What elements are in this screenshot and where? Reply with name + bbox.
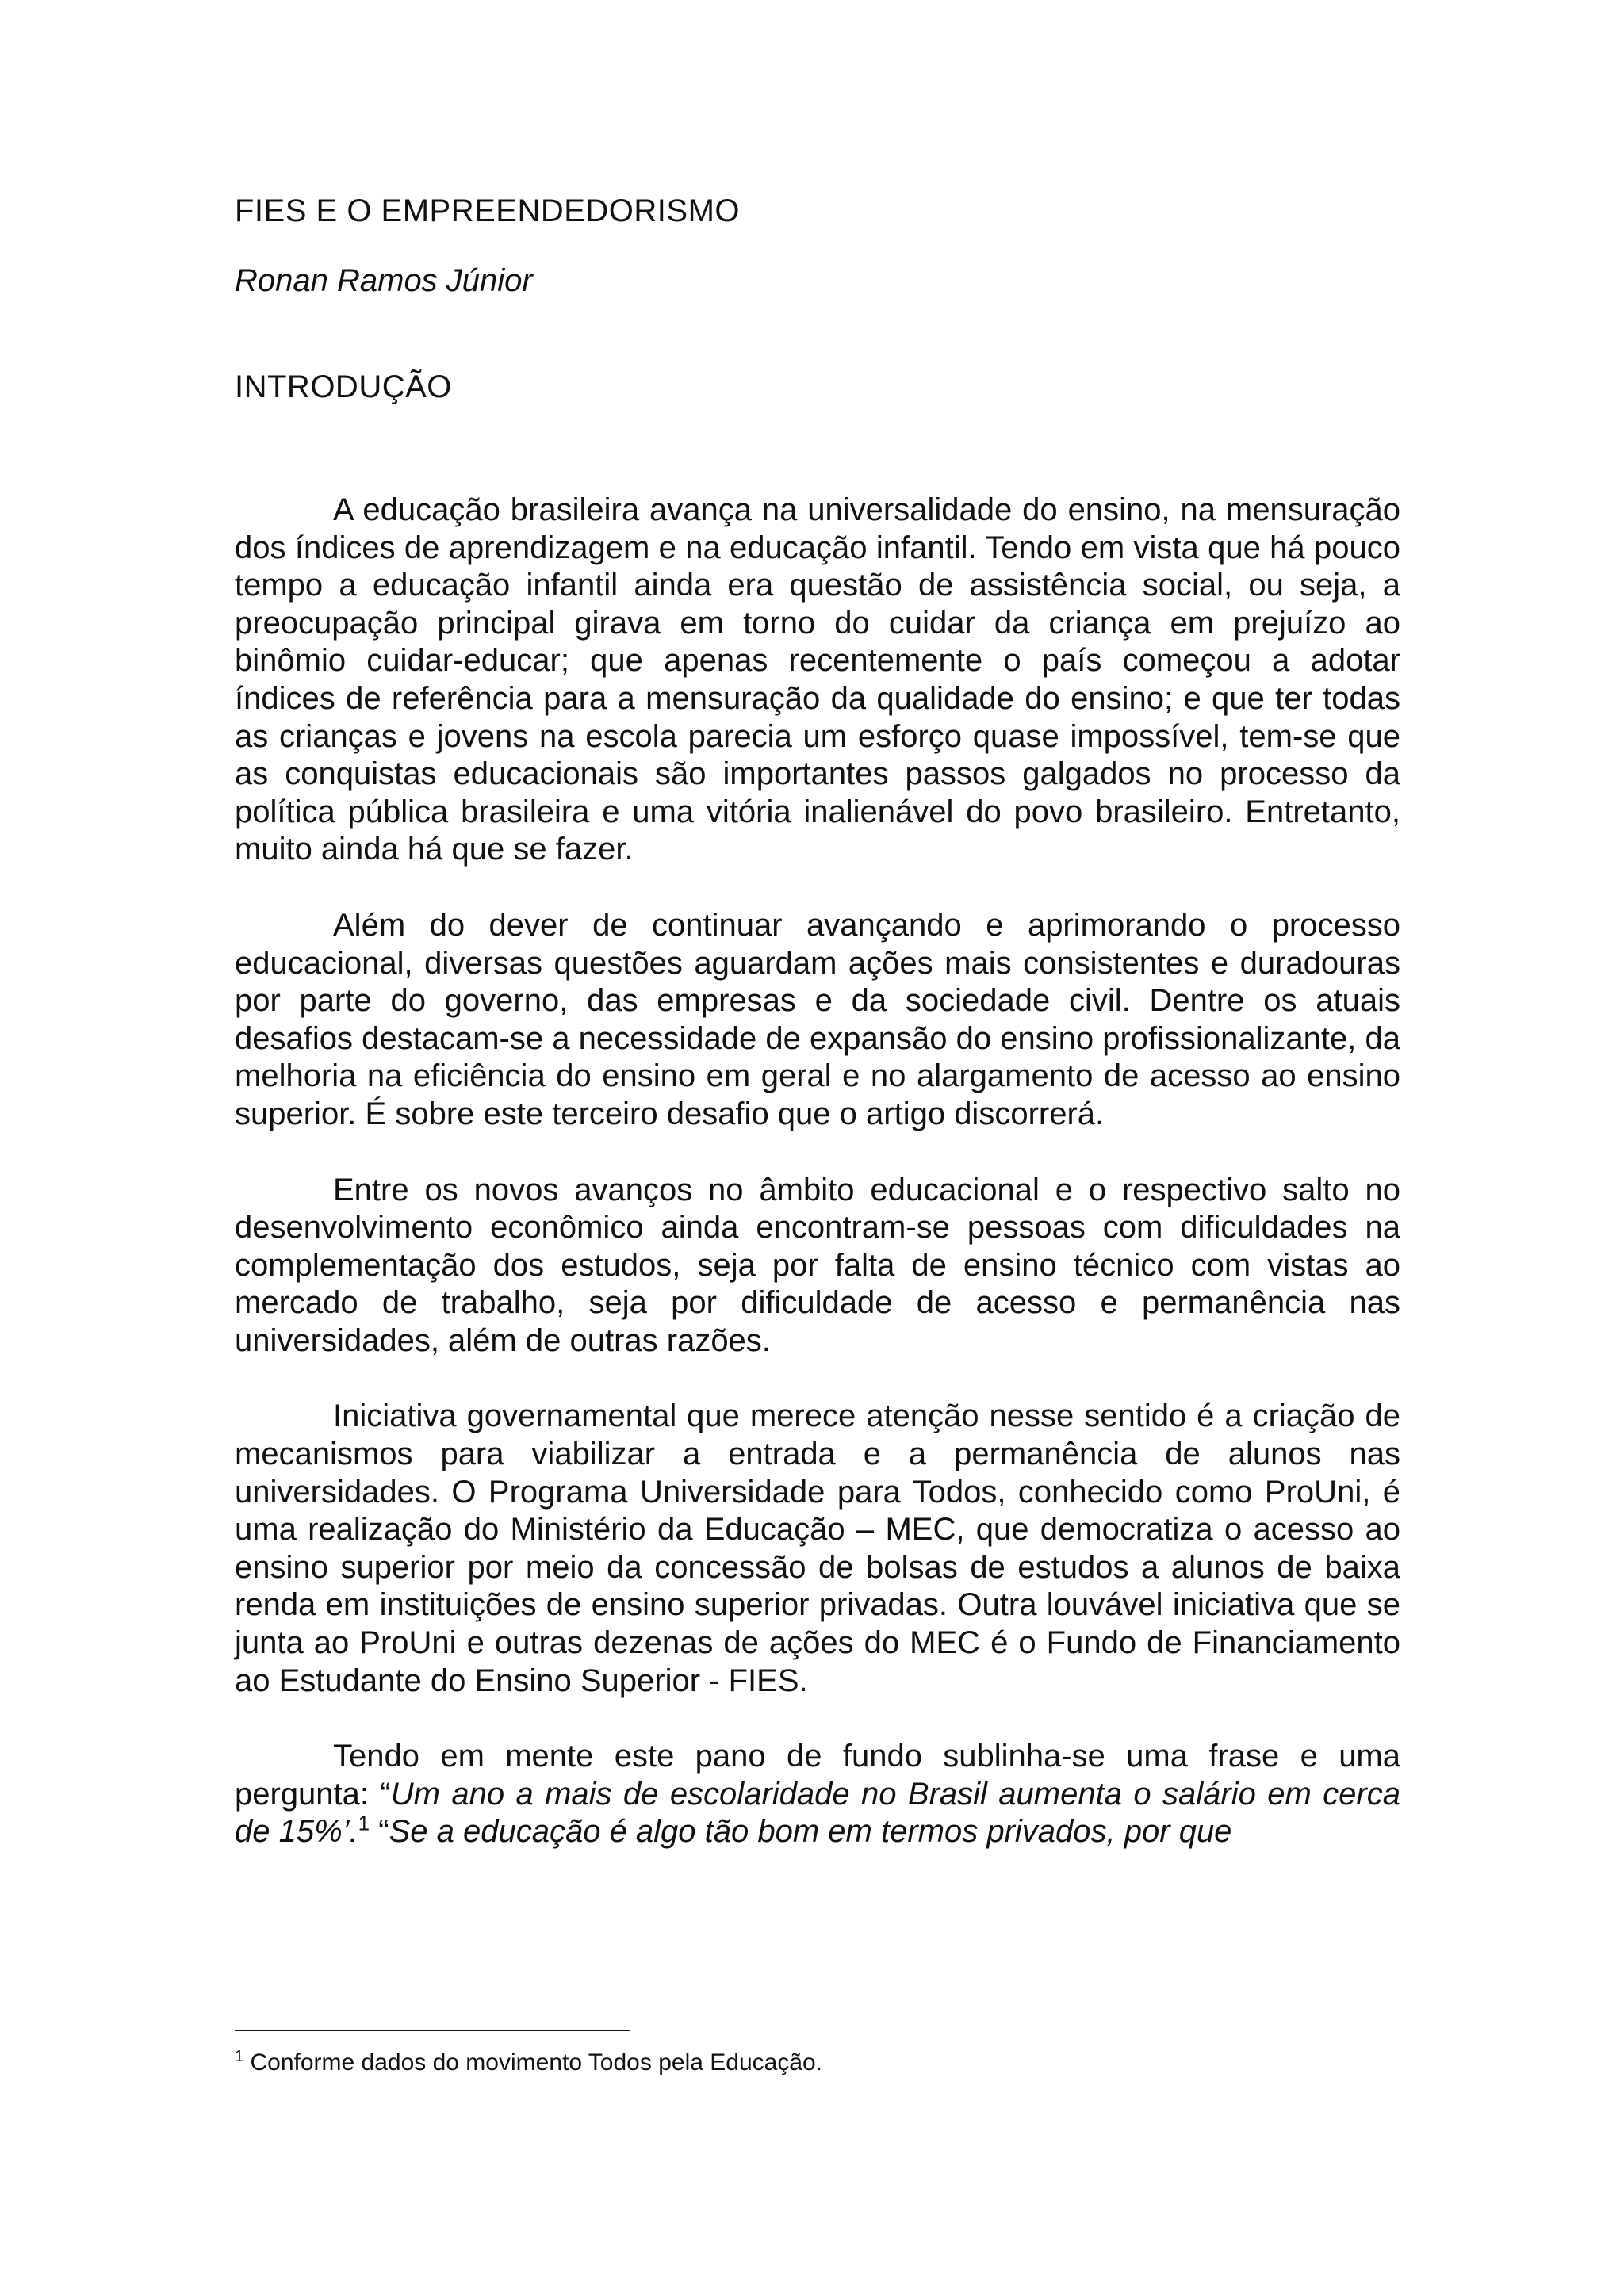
paragraph-1: A educação brasileira avança na universalidade do ensino, na mensuração dos índices de aprendizagem e na educação infantil. Tendo em vista que há pouco tempo a educação infantil ainda era questão de assistência social, ou seja, a preocupação principal girava em torno do cuidar da criança em prejuízo ao binômio cuidar-educar; que apenas recentemente o país começou a adotar índices de referência para a mensuração da qualidade do ensino; e que ter todas as crianças e jovens na escola parecia um esforço quase impossível, tem-se que as conquistas educacionais são importantes passos galgados no processo da política pública brasileira e uma vitória inalienável do povo brasileiro. Entretanto, muito ainda há que se fazer. [235, 492, 1400, 867]
footnote-text: Conforme dados do movimento Todos pela Educação. [250, 2049, 823, 2076]
author-name: Ronan Ramos Júnior [235, 263, 533, 298]
quote-salary: Um ano a mais de escolaridade no Brasil aumenta o salário em cerca de 15%’. [235, 1776, 1400, 1850]
paragraph-3: Entre os novos avanços no âmbito educacional e o respectivo salto no desenvolvimento econômico ainda encontram-se pessoas com dificuldades na complementação dos estudos, seja por falta de ensino técnico com vistas ao mercado de trabalho, seja por dificuldade de acesso e permanência nas universidades, além de outras razões. [235, 1172, 1400, 1358]
footnote-separator [235, 2030, 630, 2031]
section-heading: INTRODUÇÃO [235, 369, 452, 404]
document-title: FIES E O EMPREENDEDORISMO [235, 193, 741, 228]
paragraph-5 [235, 1738, 1400, 1851]
footnote-number: 1 [235, 2048, 244, 2065]
paragraph-2: Além do dever de continuar avançando e aprimorando o processo educacional, diversas questões aguardam ações mais consistentes e duradouras por parte do governo, das empresas e da sociedade civil. Dentre os atuais desafios destacam-se a necessidade de expansão do ensino profissionalizante, da melhoria na eficiência do ensino em geral e no alargamento de acesso ao ensino superior. É sobre este terceiro desafio que o artigo discorrerá. [235, 907, 1400, 1131]
footnote-reference[interactable]: 1 [358, 1812, 370, 1836]
footnote [235, 2047, 822, 2079]
paragraph-4: Iniciativa governamental que merece atenção nesse sentido é a criação de mecanismos para viabilizar a entrada e a permanência de alunos nas universidades. O Programa Universidade para Todos, conhecido como ProUni, é uma realização do Ministério da Educação – MEC, que democratiza o acesso ao ensino superior por meio da concessão de bolsas de estudos a alunos de baixa renda em instituições de ensino superior privadas. Outra louvável iniciativa que se junta ao ProUni e outras dezenas de ações do MEC é o Fundo de Financiamento ao Estudante do Ensino Superior - FIES. [235, 1399, 1400, 1698]
introduction-text [235, 492, 1400, 1851]
document-body [235, 190, 1400, 1889]
paragraph-5-intro: Tendo em mente este pano de fundo sublinha-se uma frase e uma pergunta: “ [235, 1739, 1400, 1812]
quote-separator: “ [370, 1814, 389, 1850]
quote-question: Se a educação é algo tão bom em termos privados, por que [389, 1814, 1232, 1850]
